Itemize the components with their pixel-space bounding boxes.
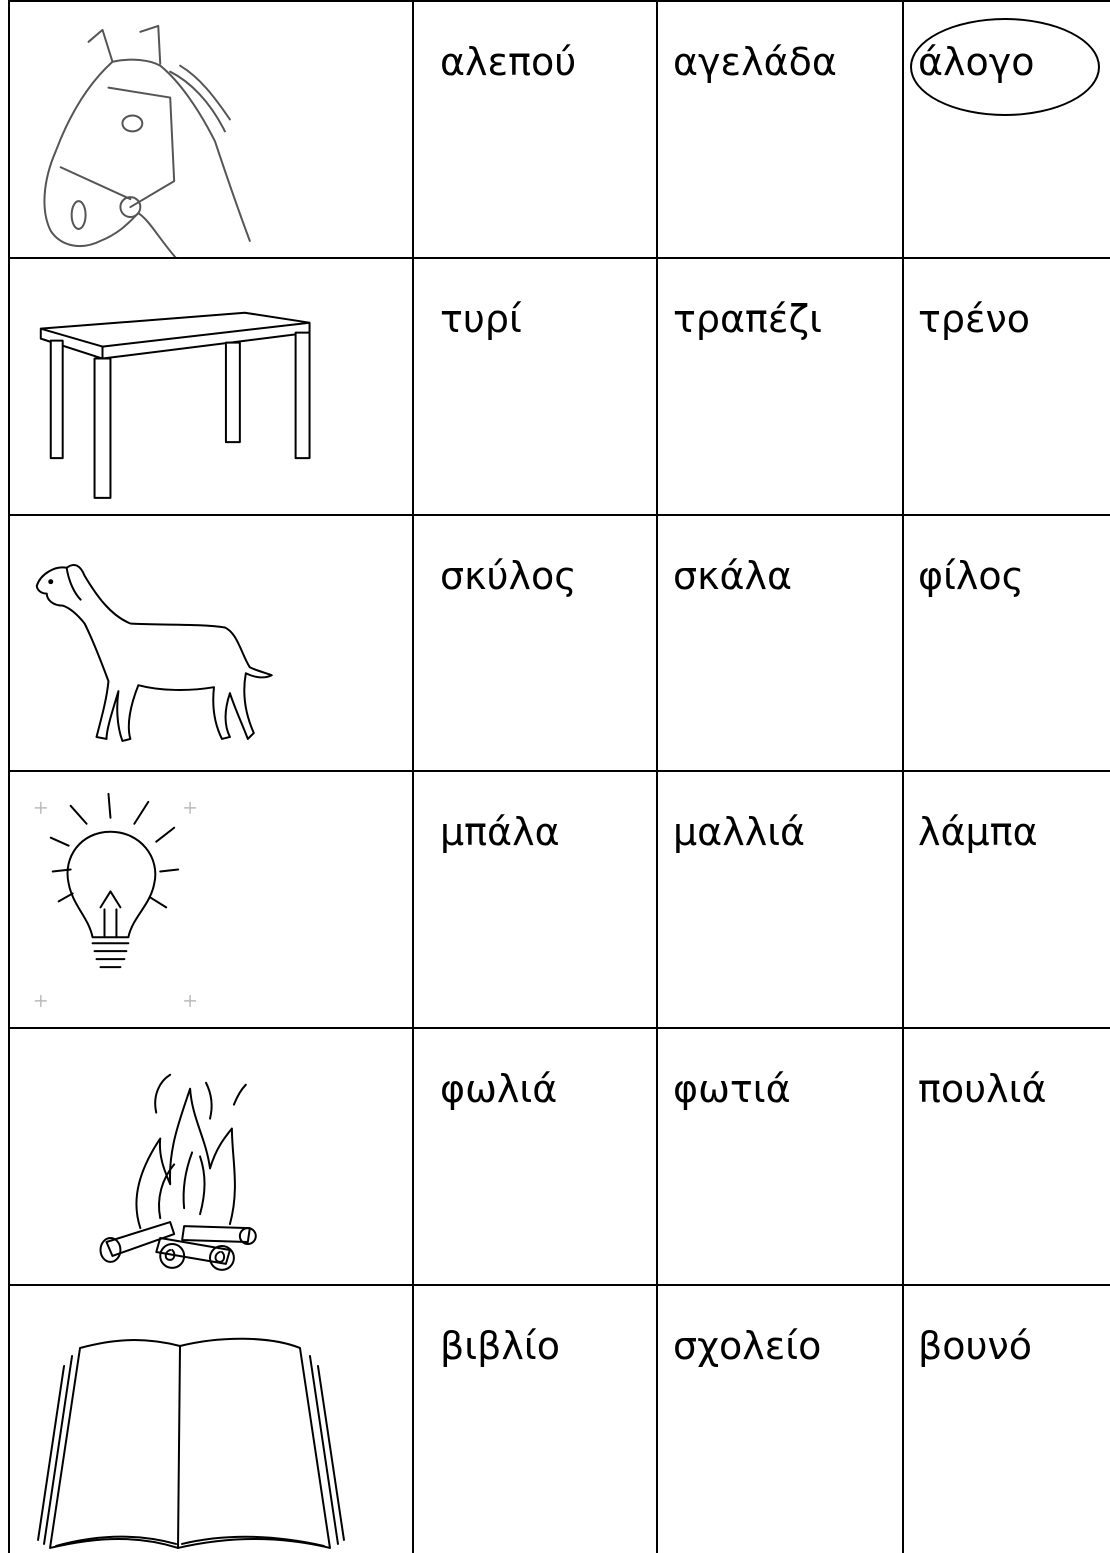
word-option[interactable]: αλεπού bbox=[440, 40, 577, 84]
picture-cell bbox=[9, 1028, 413, 1285]
word-option[interactable]: βουνό bbox=[918, 1324, 1032, 1369]
table-illustration bbox=[10, 259, 412, 514]
word-option-cell[interactable] bbox=[657, 1285, 903, 1553]
word-option[interactable]: φωλιά bbox=[440, 1067, 558, 1112]
picture-cell bbox=[9, 258, 413, 515]
word-option[interactable]: τρένο bbox=[918, 296, 1031, 341]
word-option-cell[interactable] bbox=[903, 515, 1110, 772]
word-option-cell[interactable] bbox=[657, 515, 903, 772]
word-option[interactable]: βιβλίο bbox=[440, 1324, 560, 1369]
book-illustration bbox=[10, 1286, 412, 1553]
word-option-cell[interactable] bbox=[413, 1028, 657, 1285]
word-option[interactable]: σχολείο bbox=[673, 1324, 822, 1369]
picture-cell bbox=[9, 1, 413, 258]
worksheet-row bbox=[9, 258, 1110, 515]
campfire-illustration bbox=[10, 1029, 412, 1284]
worksheet-row bbox=[9, 771, 1110, 1028]
word-option-cell[interactable] bbox=[413, 771, 657, 1028]
word-option[interactable]: σκάλα bbox=[673, 553, 793, 598]
dog-illustration bbox=[10, 516, 412, 771]
word-option[interactable]: τυρί bbox=[440, 296, 522, 341]
word-option-cell[interactable] bbox=[657, 258, 903, 515]
horse-illustration bbox=[10, 2, 412, 257]
word-option[interactable]: άλογο bbox=[918, 40, 1035, 84]
word-option-cell[interactable] bbox=[657, 771, 903, 1028]
picture-cell bbox=[9, 515, 413, 772]
word-option[interactable]: λάμπα bbox=[918, 810, 1038, 855]
word-option-cell[interactable] bbox=[903, 771, 1110, 1028]
word-option-cell[interactable] bbox=[903, 1028, 1110, 1285]
word-option-cell[interactable] bbox=[413, 515, 657, 772]
word-option[interactable]: σκύλος bbox=[440, 553, 577, 598]
word-option-cell[interactable] bbox=[657, 1, 903, 258]
word-option[interactable]: τραπέζι bbox=[673, 296, 822, 341]
word-option-cell[interactable] bbox=[413, 1, 657, 258]
word-option[interactable]: πουλιά bbox=[918, 1067, 1047, 1112]
worksheet-row bbox=[9, 1285, 1110, 1553]
word-picture-worksheet bbox=[8, 0, 1110, 1553]
lightbulb-illustration bbox=[10, 772, 412, 1027]
word-option-cell[interactable] bbox=[903, 258, 1110, 515]
picture-cell bbox=[9, 771, 413, 1028]
word-option[interactable]: φωτιά bbox=[673, 1067, 791, 1112]
word-option[interactable]: μπάλα bbox=[440, 810, 560, 855]
word-option-cell[interactable] bbox=[657, 1028, 903, 1285]
word-option-cell[interactable] bbox=[413, 258, 657, 515]
word-option-cell[interactable] bbox=[903, 1285, 1110, 1553]
word-option-cell[interactable] bbox=[413, 1285, 657, 1553]
worksheet-row bbox=[9, 1028, 1110, 1285]
picture-cell bbox=[9, 1285, 413, 1553]
worksheet-row bbox=[9, 515, 1110, 772]
word-option-cell-circled[interactable] bbox=[903, 1, 1110, 258]
word-option[interactable]: φίλος bbox=[918, 553, 1024, 598]
worksheet-row bbox=[9, 1, 1110, 258]
word-option[interactable]: μαλλιά bbox=[673, 810, 806, 855]
word-option[interactable]: αγελάδα bbox=[673, 40, 837, 84]
